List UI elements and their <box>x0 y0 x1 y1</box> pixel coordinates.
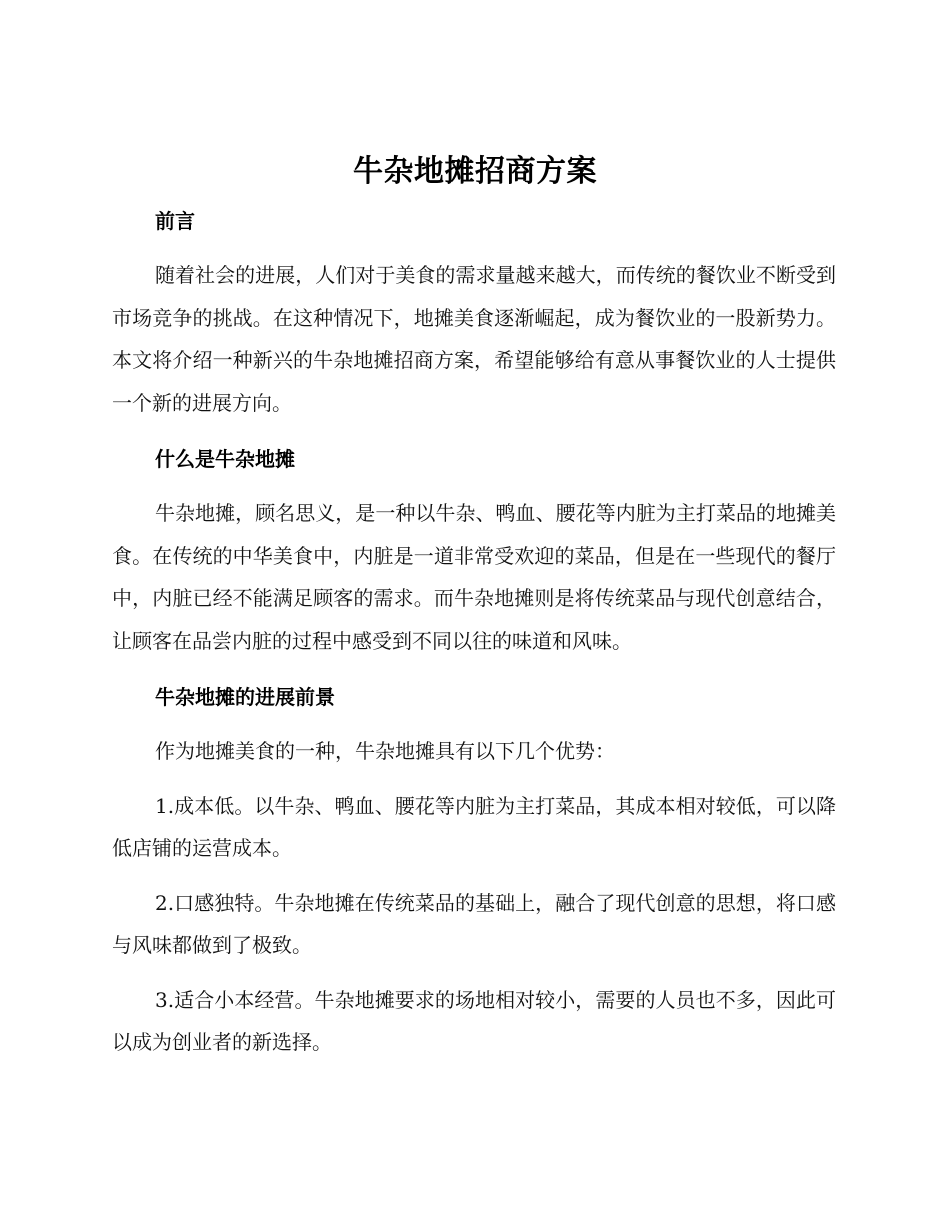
prospects-intro-paragraph: 作为地摊美食的一种，牛杂地摊具有以下几个优势： <box>155 739 615 763</box>
advantage-item-1: 1.成本低。以牛杂、鸭血、腰花等内脏为主打菜品，其成本相对较低，可以降低店铺的运营成本。 <box>112 793 836 860</box>
section-heading-what-is: 什么是牛杂地摊 <box>155 447 295 471</box>
section-heading-preface: 前言 <box>155 209 195 233</box>
document-title: 牛杂地摊招商方案 <box>353 154 597 189</box>
what-is-paragraph: 牛杂地摊，顾名思义，是一种以牛杂、鸭血、腰花等内脏为主打菜品的地摊美食。在传统的中华美食中，内脏是一道非常受欢迎的菜品，但是在一些现代的餐厅中，内脏已经不能满足顾客的需求。而牛杂地摊则是将传统菜品与现代创意结合，让顾客在品尝内脏的过程中感受到不同以往的味道和风味。 <box>112 501 836 653</box>
document-body <box>112 200 836 1064</box>
section-heading-prospects: 牛杂地摊的进展前景 <box>155 685 335 709</box>
advantage-item-2: 2.口感独特。牛杂地摊在传统菜品的基础上，融合了现代创意的思想，将口感与风味都做到了极致。 <box>112 890 836 957</box>
advantage-item-3: 3.适合小本经营。牛杂地摊要求的场地相对较小，需要的人员也不多，因此可以成为创业者的新选择。 <box>112 987 836 1054</box>
preface-paragraph: 随着社会的进展，人们对于美食的需求量越来越大，而传统的餐饮业不断受到市场竞争的挑战。在这种情况下，地摊美食逐渐崛起，成为餐饮业的一股新势力。本文将介绍一种新兴的牛杂地摊招商方案，希望能够给有意从事餐饮业的人士提供一个新的进展方向。 <box>112 263 836 415</box>
